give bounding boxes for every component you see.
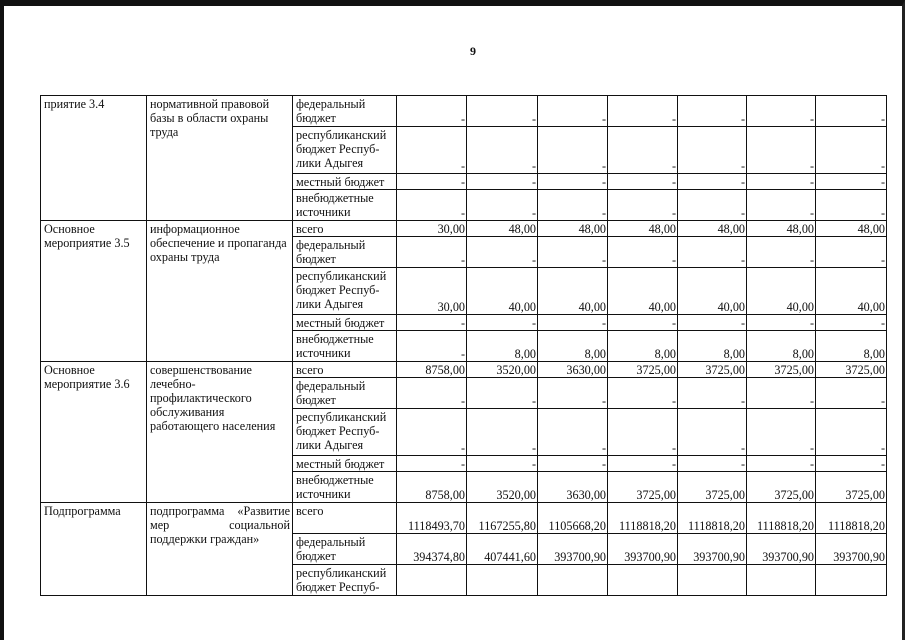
funding-source-cell: всего xyxy=(293,362,397,378)
amount-cell: 8,00 xyxy=(538,331,608,362)
measure-name-cell: информационное обеспечение и пропаганда охраны труда xyxy=(147,221,293,362)
amount-cell: 3725,00 xyxy=(608,472,678,503)
amount-cell: - xyxy=(678,409,747,456)
amount-cell: - xyxy=(678,237,747,268)
amount-cell: - xyxy=(397,315,467,331)
amount-cell xyxy=(608,565,678,596)
amount-cell xyxy=(816,565,887,596)
amount-cell: - xyxy=(747,456,816,472)
budget-table-body xyxy=(41,96,887,596)
amount-cell: - xyxy=(816,237,887,268)
amount-cell: 48,00 xyxy=(538,221,608,237)
funding-source-cell: местный бюджет xyxy=(293,315,397,331)
funding-source-cell: внебюджетные источники xyxy=(293,190,397,221)
amount-cell: - xyxy=(467,409,538,456)
funding-source-cell: федеральный бюджет xyxy=(293,534,397,565)
funding-source-cell: федеральный бюджет xyxy=(293,378,397,409)
measure-cell: Основное мероприятие 3.5 xyxy=(41,221,147,362)
amount-cell: 393700,90 xyxy=(747,534,816,565)
amount-cell: - xyxy=(467,190,538,221)
amount-cell: - xyxy=(538,409,608,456)
amount-cell: - xyxy=(608,409,678,456)
amount-cell: - xyxy=(816,409,887,456)
amount-cell: - xyxy=(678,315,747,331)
amount-cell: - xyxy=(678,96,747,127)
amount-cell: - xyxy=(608,190,678,221)
amount-cell: - xyxy=(678,190,747,221)
amount-cell: - xyxy=(816,127,887,174)
amount-cell: - xyxy=(678,174,747,190)
amount-cell: - xyxy=(608,174,678,190)
amount-cell: 8,00 xyxy=(678,331,747,362)
measure-cell: Основное мероприятие 3.6 xyxy=(41,362,147,503)
amount-cell: 3630,00 xyxy=(538,472,608,503)
amount-cell: - xyxy=(538,456,608,472)
amount-cell: - xyxy=(467,237,538,268)
amount-cell: 3630,00 xyxy=(538,362,608,378)
amount-cell: 40,00 xyxy=(678,268,747,315)
amount-cell: 30,00 xyxy=(397,268,467,315)
amount-cell: - xyxy=(397,331,467,362)
amount-cell: 30,00 xyxy=(397,221,467,237)
amount-cell: 8,00 xyxy=(467,331,538,362)
table-row xyxy=(41,221,887,237)
amount-cell: - xyxy=(816,315,887,331)
measure-cell: Подпрограмма xyxy=(41,503,147,596)
amount-cell: 3725,00 xyxy=(747,472,816,503)
funding-source-cell: внебюджетные источники xyxy=(293,472,397,503)
funding-source-cell: местный бюджет xyxy=(293,174,397,190)
amount-cell: - xyxy=(397,378,467,409)
funding-source-cell: республиканский бюджет Респуб- лики Адыгея xyxy=(293,409,397,456)
amount-cell: - xyxy=(397,96,467,127)
amount-cell: 40,00 xyxy=(538,268,608,315)
amount-cell: - xyxy=(467,315,538,331)
amount-cell: 48,00 xyxy=(816,221,887,237)
amount-cell: 8,00 xyxy=(608,331,678,362)
measure-name-cell: совершенствование лечебно-профилактического обслуживания работающего населения xyxy=(147,362,293,503)
amount-cell: 1105668,20 xyxy=(538,503,608,534)
amount-cell xyxy=(538,565,608,596)
amount-cell: - xyxy=(608,127,678,174)
amount-cell: 3725,00 xyxy=(747,362,816,378)
amount-cell: 3520,00 xyxy=(467,362,538,378)
funding-source-cell: внебюджетные источники xyxy=(293,331,397,362)
amount-cell: 48,00 xyxy=(678,221,747,237)
funding-source-cell: республиканский бюджет Респуб- лики Адыгея xyxy=(293,127,397,174)
funding-source-cell: республиканский бюджет Респуб- xyxy=(293,565,397,596)
amount-cell: 407441,60 xyxy=(467,534,538,565)
amount-cell: - xyxy=(747,315,816,331)
amount-cell: 393700,90 xyxy=(816,534,887,565)
budget-table xyxy=(40,95,887,596)
amount-cell: - xyxy=(608,96,678,127)
amount-cell: 393700,90 xyxy=(608,534,678,565)
amount-cell xyxy=(678,565,747,596)
amount-cell: 3725,00 xyxy=(816,362,887,378)
amount-cell: 393700,90 xyxy=(538,534,608,565)
measure-name-cell: нормативной правовой базы в области охраны труда xyxy=(147,96,293,221)
amount-cell: - xyxy=(538,96,608,127)
funding-source-cell: всего xyxy=(293,503,397,534)
amount-cell: 8758,00 xyxy=(397,362,467,378)
amount-cell: 8,00 xyxy=(816,331,887,362)
amount-cell: - xyxy=(467,456,538,472)
amount-cell: - xyxy=(397,127,467,174)
funding-source-cell: всего xyxy=(293,221,397,237)
amount-cell: - xyxy=(538,190,608,221)
amount-cell: - xyxy=(397,237,467,268)
amount-cell: - xyxy=(467,127,538,174)
amount-cell: - xyxy=(538,174,608,190)
amount-cell: - xyxy=(467,96,538,127)
amount-cell: 1167255,80 xyxy=(467,503,538,534)
amount-cell: 48,00 xyxy=(608,221,678,237)
amount-cell: 8,00 xyxy=(747,331,816,362)
amount-cell: 394374,80 xyxy=(397,534,467,565)
amount-cell: 3725,00 xyxy=(678,362,747,378)
amount-cell: - xyxy=(608,315,678,331)
funding-source-cell: федеральный бюджет xyxy=(293,237,397,268)
amount-cell: 1118818,20 xyxy=(678,503,747,534)
amount-cell: 48,00 xyxy=(747,221,816,237)
amount-cell: - xyxy=(538,378,608,409)
amount-cell: - xyxy=(816,190,887,221)
amount-cell: - xyxy=(538,237,608,268)
amount-cell: - xyxy=(538,315,608,331)
amount-cell: 1118818,20 xyxy=(816,503,887,534)
amount-cell: - xyxy=(397,409,467,456)
amount-cell: - xyxy=(747,174,816,190)
amount-cell: - xyxy=(608,378,678,409)
amount-cell: 8758,00 xyxy=(397,472,467,503)
amount-cell: - xyxy=(397,174,467,190)
amount-cell: - xyxy=(747,190,816,221)
funding-source-cell: местный бюджет xyxy=(293,456,397,472)
table-row xyxy=(41,362,887,378)
amount-cell: - xyxy=(678,378,747,409)
amount-cell: - xyxy=(747,237,816,268)
table-row xyxy=(41,503,887,534)
amount-cell: 40,00 xyxy=(608,268,678,315)
amount-cell: - xyxy=(816,96,887,127)
amount-cell: 40,00 xyxy=(816,268,887,315)
amount-cell: - xyxy=(608,237,678,268)
amount-cell: 3725,00 xyxy=(678,472,747,503)
measure-cell: приятие 3.4 xyxy=(41,96,147,221)
amount-cell: 3725,00 xyxy=(608,362,678,378)
amount-cell: - xyxy=(747,378,816,409)
amount-cell: - xyxy=(678,127,747,174)
amount-cell: 3725,00 xyxy=(816,472,887,503)
amount-cell: - xyxy=(816,174,887,190)
amount-cell: 40,00 xyxy=(747,268,816,315)
table-row xyxy=(41,96,887,127)
amount-cell: - xyxy=(747,127,816,174)
amount-cell: - xyxy=(678,456,747,472)
amount-cell xyxy=(747,565,816,596)
amount-cell: 48,00 xyxy=(467,221,538,237)
amount-cell: - xyxy=(538,127,608,174)
amount-cell: 1118493,70 xyxy=(397,503,467,534)
amount-cell: 1118818,20 xyxy=(608,503,678,534)
amount-cell xyxy=(397,565,467,596)
amount-cell: - xyxy=(397,456,467,472)
funding-source-cell: федеральный бюджет xyxy=(293,96,397,127)
page-number: 9 xyxy=(470,44,476,58)
amount-cell: - xyxy=(608,456,678,472)
amount-cell: - xyxy=(397,190,467,221)
amount-cell: - xyxy=(747,96,816,127)
amount-cell: - xyxy=(467,174,538,190)
amount-cell xyxy=(467,565,538,596)
amount-cell: - xyxy=(747,409,816,456)
measure-name-cell: подпрограмма «Развитие мер социальной поддержки граждан» xyxy=(147,503,293,596)
amount-cell: - xyxy=(467,378,538,409)
amount-cell: - xyxy=(816,456,887,472)
amount-cell: 40,00 xyxy=(467,268,538,315)
amount-cell: 3520,00 xyxy=(467,472,538,503)
amount-cell: - xyxy=(816,378,887,409)
amount-cell: 1118818,20 xyxy=(747,503,816,534)
funding-source-cell: республиканский бюджет Респуб- лики Адыгея xyxy=(293,268,397,315)
amount-cell: 393700,90 xyxy=(678,534,747,565)
